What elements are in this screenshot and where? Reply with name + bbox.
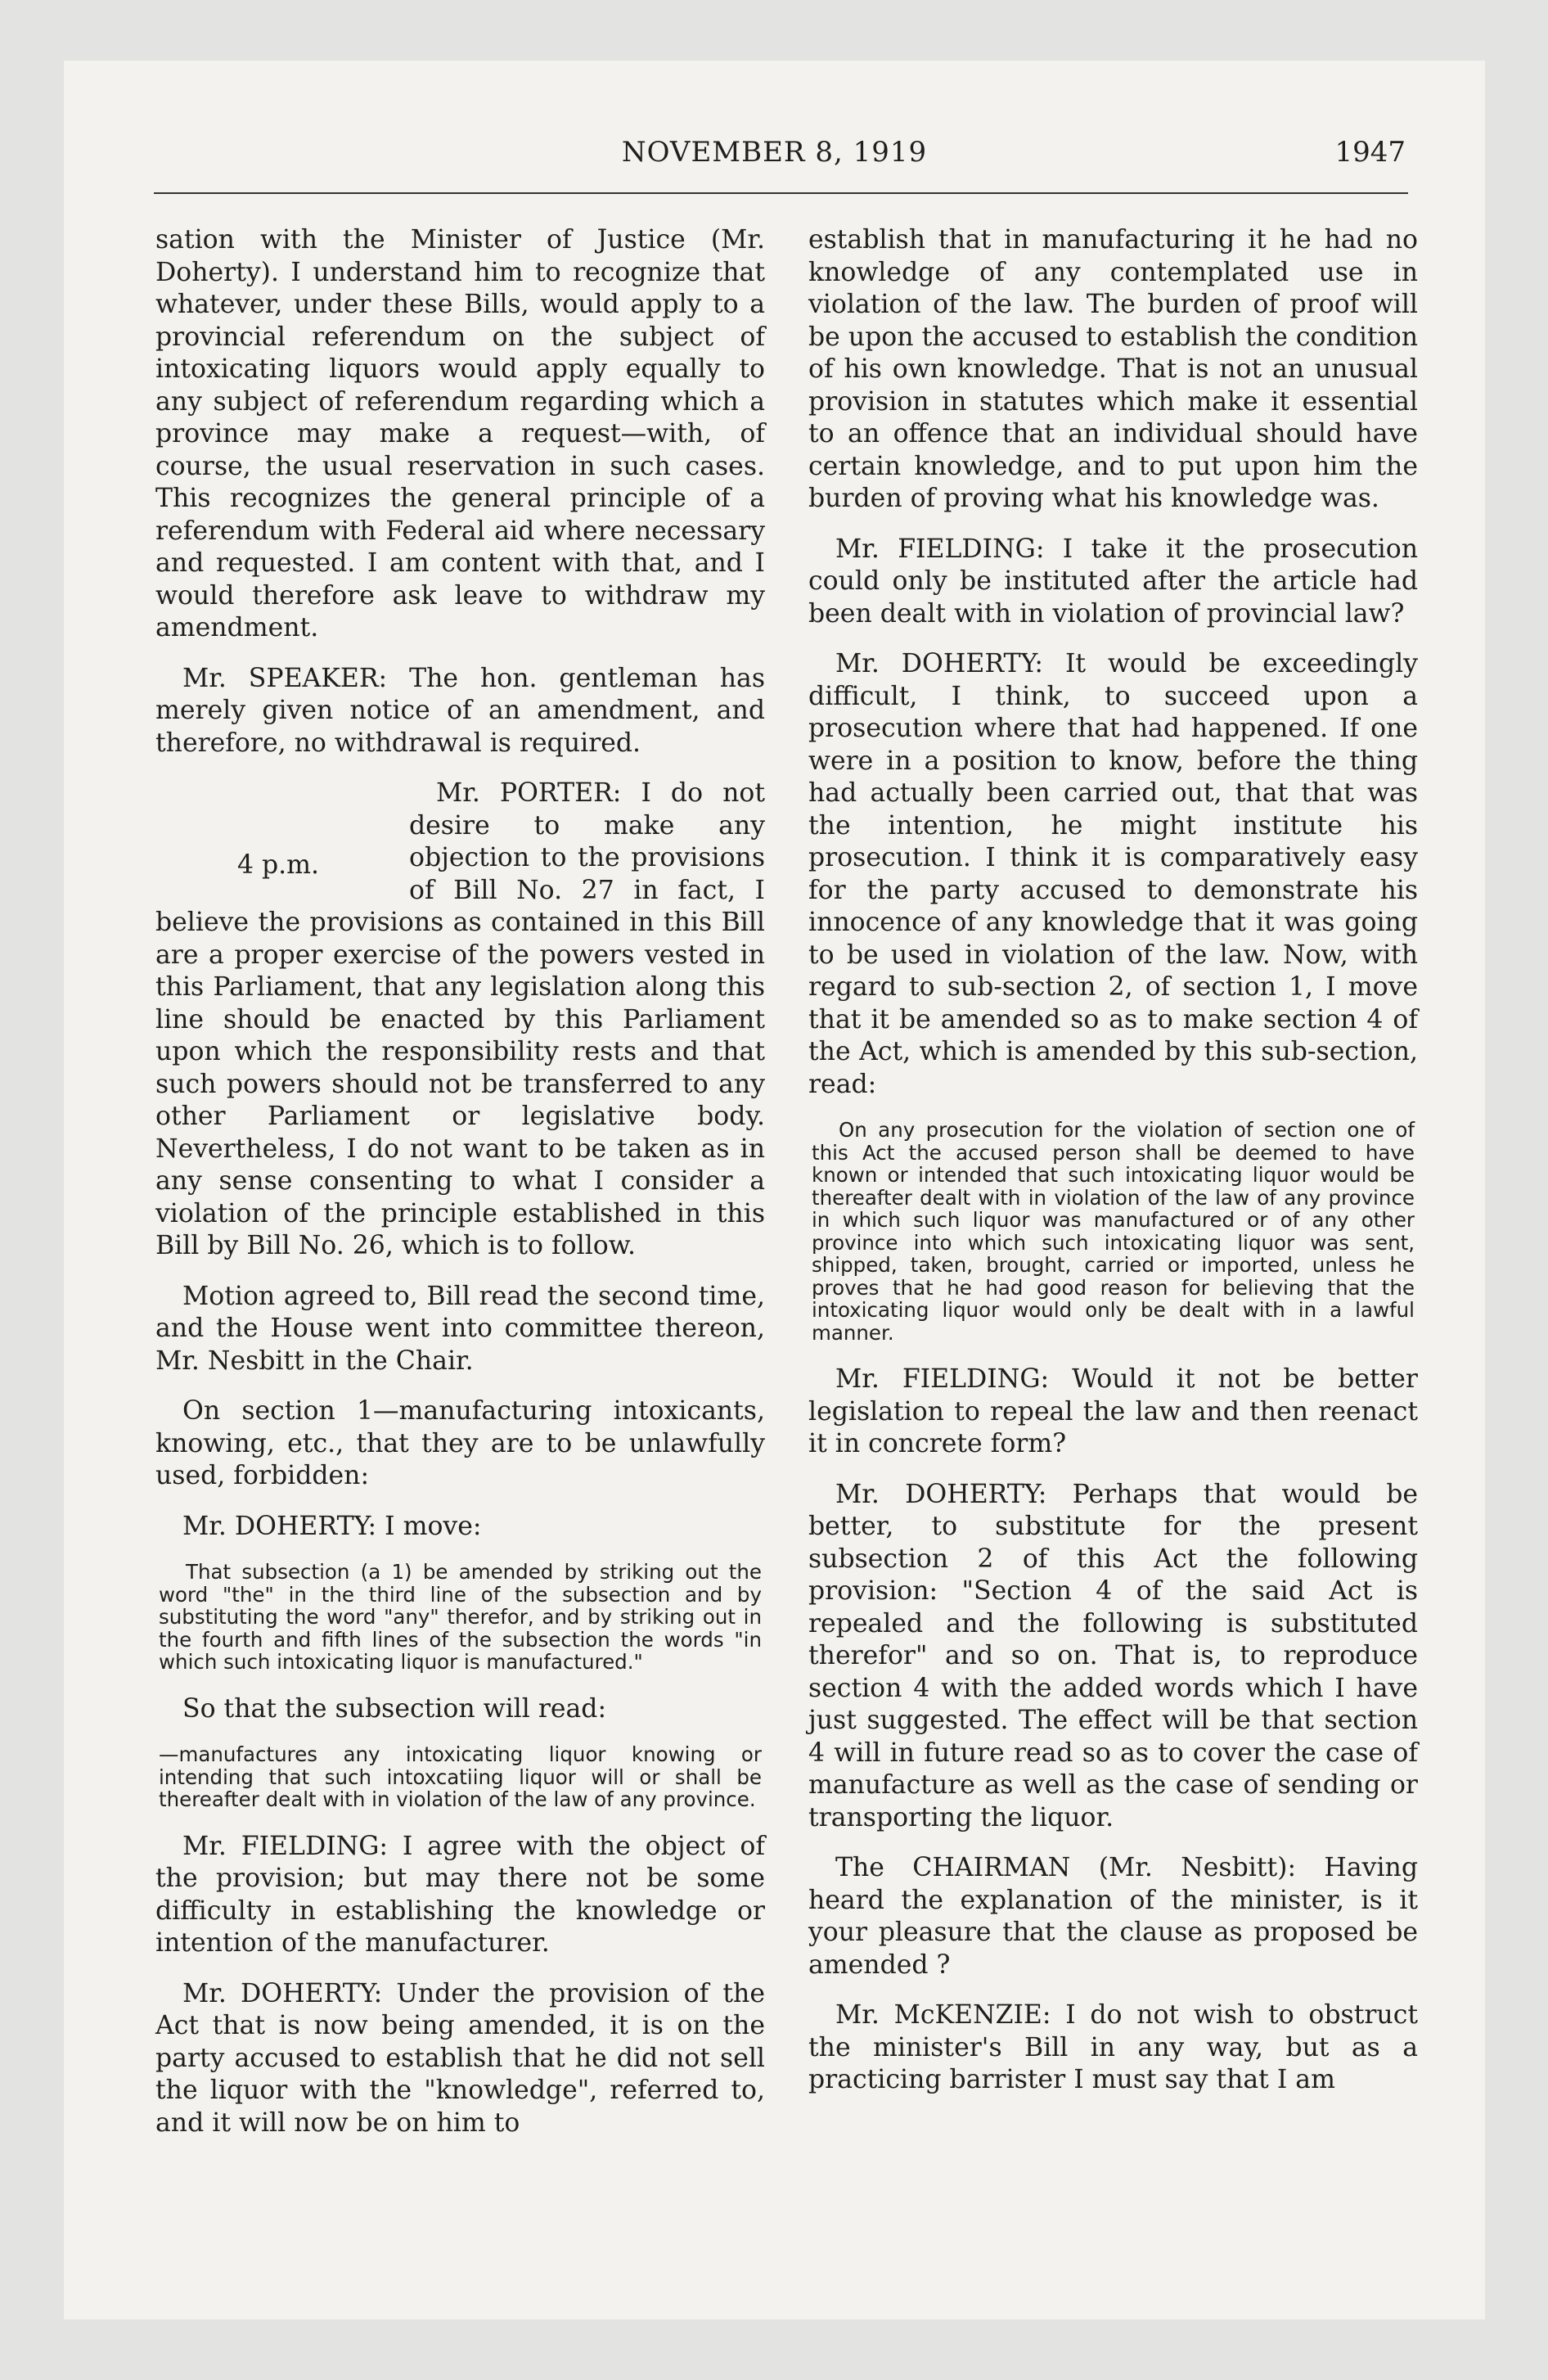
paragraph: Mr. McKENZIE: I do not wish to obstruct the minister's Bill in any way, but as a practicing barrister I must say that I am (808, 2000, 1418, 2094)
left-column (155, 224, 765, 2157)
paragraph: Mr. PORTER: I do not desire to make any objection to the provisions of Bill No. 27 in fact, I believe the provisions as contained in this Bill are a proper exercise of the powers vested in this Parliament, that any legislation along this line should be enacted by this Parliament upon which the responsibility rests and that such powers should not be transferred to any other Parliament or legislative body. Nevertheless, I do not want to be taken as in any sense consenting to what I consider a violation of the principle established in this Bill by Bill No. 26, which is to follow. (155, 778, 765, 1260)
paragraph: Mr. DOHERTY: Under the provision of the Act that is now being amended, it is on the party accused to establish that he did not sell the liquor with the "knowledge", referred to, and it will now be on him to (155, 1978, 765, 2138)
paragraph: Mr. DOHERTY: It would be exceedingly difficult, I think, to succeed upon a prosecution where that had happened. If one were in a position to know, before the thing had actually been carried out, that that was the intention, he might institute his prosecution. I think it is comparatively easy for the party accused to demonstrate his innocence of any knowledge that it was going to be used in violation of the law. Now, with regard to sub-section 2, of section 1, I move that it be amended so as to make section 4 of the Act, which is amended by this sub-section, read: (808, 649, 1418, 1099)
document-page (64, 61, 1485, 2319)
header-rule (154, 192, 1408, 194)
page-number: 1947 (1334, 136, 1406, 169)
paragraph: So that the subsection will read: (182, 1693, 607, 1724)
paragraph: Mr. FIELDING: I take it the prosecution could only be instituted after the article had been dealt with in violation of provincial law? (808, 534, 1418, 629)
paragraph: establish that in manufacturing it he had no knowledge of any contemplated use in violation of the law. The burden of proof will be upon the accused to establish the condition of his own knowledge. That is not an unusual provision in statutes which make it essential to an offence that an individual should have certain knowledge, and to put upon him the burden of proving what his knowledge was. (808, 225, 1418, 513)
paragraph: Motion agreed to, Bill read the second time, and the House went into committee thereon, Mr. Nesbitt in the Chair. (155, 1281, 765, 1376)
quoted-amendment: On any prosecution for the violation of section one of this Act the accused person shall be deemed to have known or intended that such intoxicating liquor would be thereafter dealt with in violation of the law of any province in which such liquor was manufactured or of any other province into which such intoxicating liquor was sent, shipped, taken, brought, carried or imported, unless he proves that he had good reason for believing that the intoxicating liquor would only be dealt with in a lawful manner. (812, 1118, 1415, 1345)
paragraph: Mr. SPEAKER: The hon. gentleman has merely given notice of an amendment, and therefore, no withdrawal is required. (155, 663, 765, 758)
time-margin-note: 4 p.m. (236, 850, 320, 880)
paragraph: Mr. DOHERTY: I move: (182, 1511, 482, 1541)
header-date: NOVEMBER 8, 1919 (621, 136, 928, 169)
paragraph: On section 1—manufacturing intoxicants, knowing, etc., that they are to be unlawfully used, forbidden: (155, 1396, 765, 1490)
paragraph: sation with the Minister of Justice (Mr. Doherty). I understand him to recognize that whatever, under these Bills, would apply to a provincial referendum on the subject of intoxicating liquors would apply equally to any subject of referendum regarding which a province may make a request—with, of course, the usual reservation in such cases. This recognizes the general principle of a referendum with Federal aid where necessary and requested. I am content with that, and I would therefore ask leave to withdraw my amendment. (155, 225, 765, 642)
paragraph: Mr. FIELDING: Would it not be better legislation to repeal the law and then reenact it in concrete form? (808, 1364, 1418, 1458)
paragraph: The CHAIRMAN (Mr. Nesbitt): Having heard the explanation of the minister, is it your pleasure that the clause as proposed be amended ? (808, 1853, 1418, 1980)
paragraph: Mr. FIELDING: I agree with the object of the provision; but may there not be some difficulty in establishing the knowledge or intention of the manufacturer. (155, 1831, 765, 1958)
page-header (64, 136, 1485, 177)
quoted-amendment: That subsection (a 1) be amended by striking out the word "the" in the third line of the subsection and by substituting the word "any" therefor, and by striking out in the fourth and fifth lines of the subsection the words "in which such intoxicating liquor is manufactured." (159, 1560, 762, 1674)
quoted-subsection: —manufactures any intoxicating liquor knowing or intending that such intoxcatiing liquor will or shall be thereafter dealt with in violation of the law of any province. (159, 1742, 762, 1811)
paragraph: Mr. DOHERTY: Perhaps that would be better, to substitute for the present subsection 2 of this Act the following provision: "Section 4 of the said Act is repealed and the following is substituted therefor" and so on. That is, to reproduce section 4 with the added words which I have just suggested. The effect will be that section 4 will in future read so as to cover the case of manufacture as well as the case of sending or transporting the liquor. (808, 1479, 1418, 1832)
right-column (808, 224, 1418, 2115)
paragraph-with-margin-note (155, 778, 765, 1263)
